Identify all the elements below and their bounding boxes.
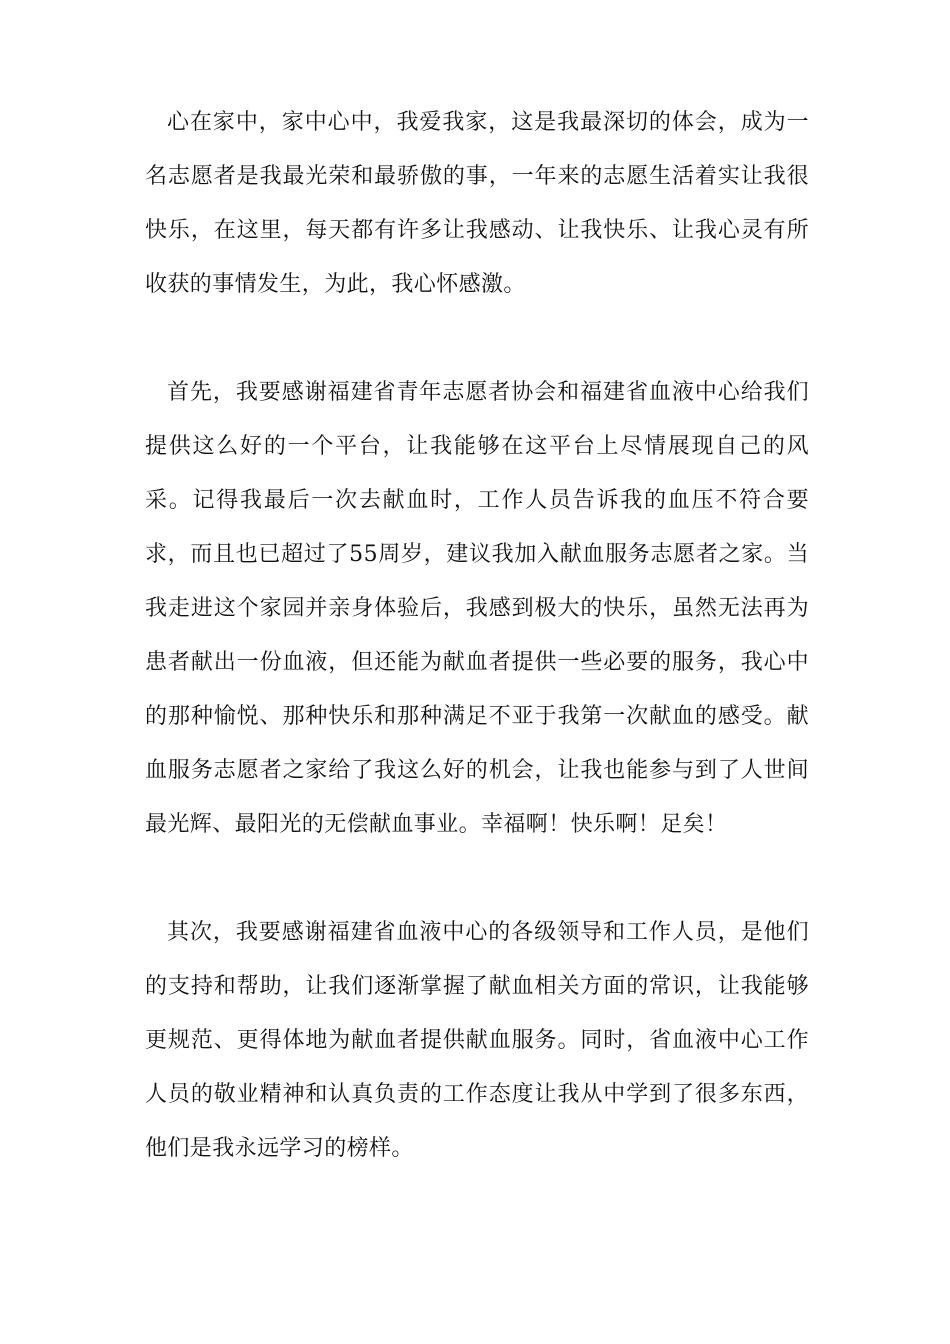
paragraph-2: 首先，我要感谢福建省青年志愿者协会和福建省血液中心给我们提供这么好的一个平台，让我能够在这平台上尽情展现自己的风采。记得我最后一次去献血时，工作人员告诉我的血压不符合要求，而且也已超过了55周岁，建议我加入献血服务志愿者之家。当我走进这个家园并亲身体验后，我感到极大的快乐，虽然无法再为患者献出一份血液，但还能为献血者提供一些必要的服务，我心中的那种愉悦、那种快乐和那种满足不亚于我第一次献血的感受。献血服务志愿者之家给了我这么好的机会，让我也能参与到了人世间最光辉、最阳光的无偿献血事业。幸福啊！快乐啊！足矣！ <box>145 380 809 837</box>
paragraph-1: 心在家中，家中心中，我爱我家，这是我最深切的体会，成为一名志愿者是我最光荣和最骄傲的事，一年来的志愿生活着实让我很快乐，在这里，每天都有许多让我感动、让我快乐、让我心灵有所收获的事情发生，为此，我心怀感激。 <box>145 110 809 297</box>
paragraph-3: 其次，我要感谢福建省血液中心的各级领导和工作人员，是他们的支持和帮助，让我们逐渐掌握了献血相关方面的常识，让我能够更规范、更得体地为献血者提供献血服务。同时，省血液中心工作人员的敬业精神和认真负责的工作态度让我从中学到了很多东西，他们是我永远学习的榜样。 <box>145 920 809 1161</box>
document-body <box>145 96 809 1176</box>
